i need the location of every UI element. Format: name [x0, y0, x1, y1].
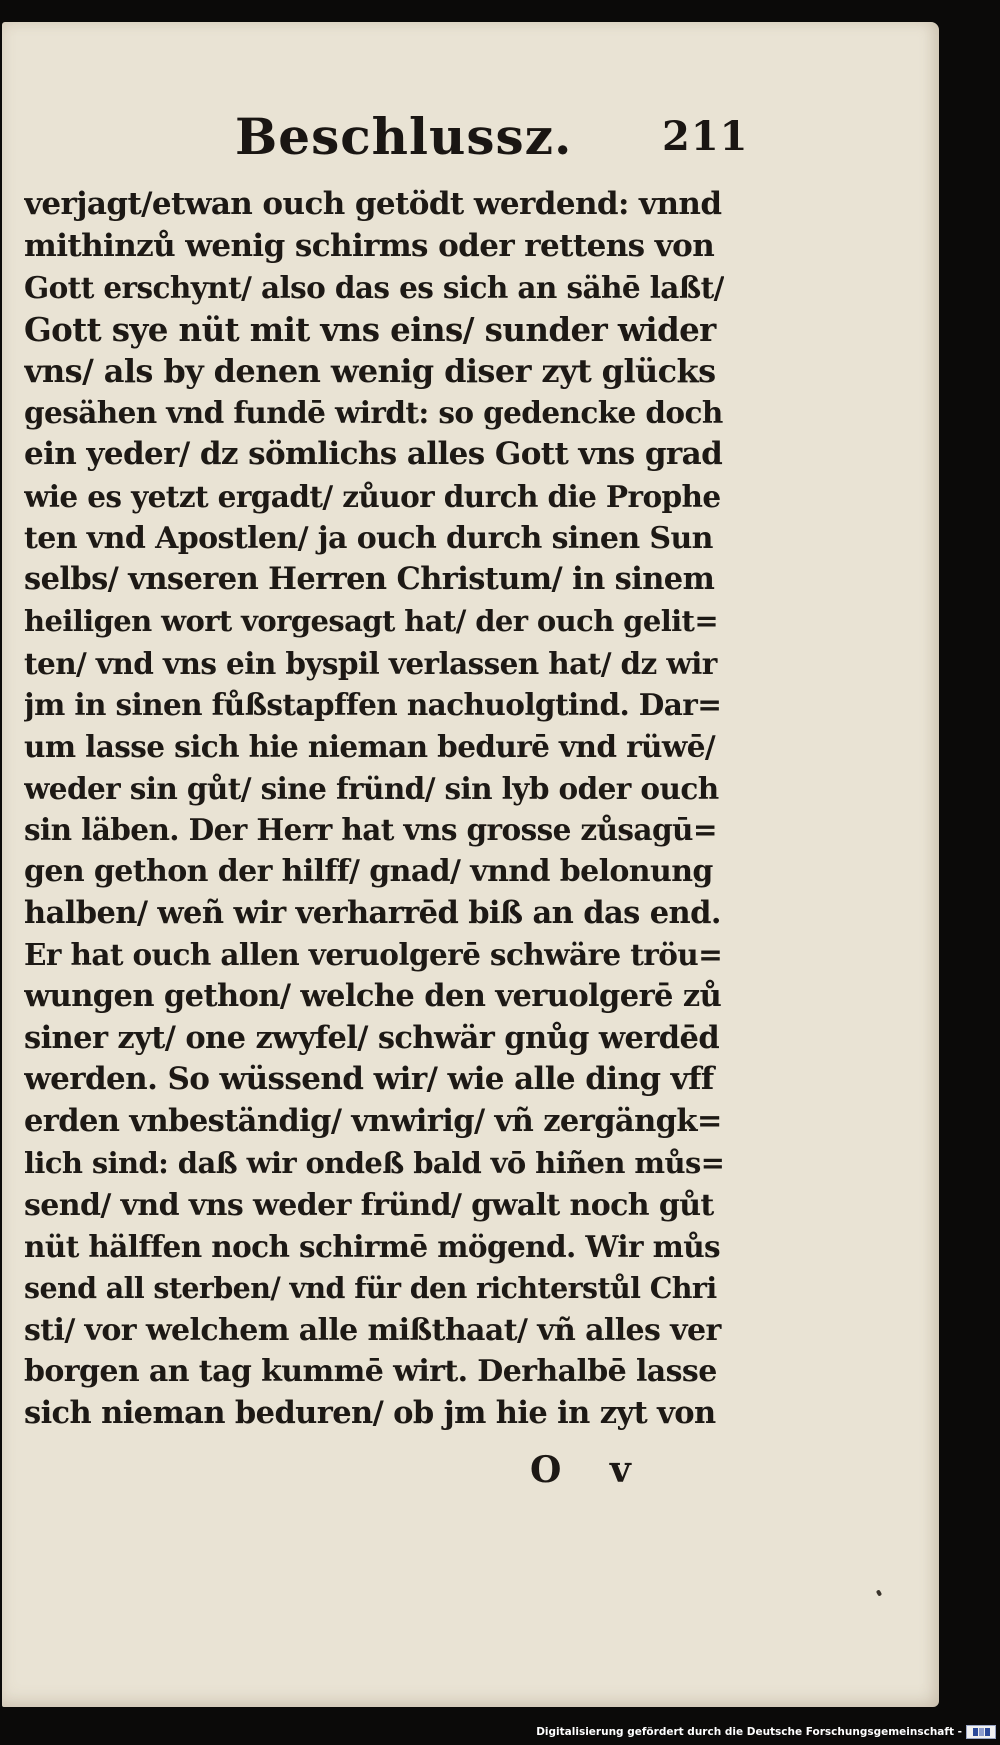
text-line: nüt hälffen noch schirmē mögend. Wir můs — [24, 1229, 721, 1265]
text-line: erden vnbeständig/ vnwirig/ vñ zergängk= — [24, 1103, 722, 1140]
text-line: weder sin gůt/ sine fründ/ sin lyb oder ouch — [24, 770, 719, 806]
text-line: werden. So wüssend wir/ wie alle ding vff — [24, 1061, 714, 1098]
footer — [536, 1723, 996, 1741]
text-line: Gott erschynt/ also das es sich an sähē laßt/ — [24, 270, 724, 306]
text-line: sich nieman beduren/ ob jm hie in zyt von — [24, 1394, 716, 1431]
text-line: gesähen vnd fundē wirdt: so gedencke doch — [24, 395, 723, 431]
text-line: send all sterben/ vnd für den richterstůl Chri — [24, 1270, 717, 1305]
text-line: sti/ vor welchem alle mißthaat/ vñ alles ver — [24, 1312, 721, 1348]
text-line: Gott sye nüt mit vns eins/ sunder wider — [24, 310, 716, 350]
text-line: siner zyt/ one zwyfel/ schwär gnůg werdēd — [24, 1019, 720, 1056]
text-line: gen gethon der hilff/ gnad/ vnnd belonung — [24, 854, 713, 889]
footer-attribution: Digitalisierung gefördert durch die Deutsche Forschungsgemeinschaft - — [536, 1726, 962, 1738]
text-line: selbs/ vnseren Herren Christum/ in sinem — [24, 561, 715, 598]
text-line: um lasse sich hie nieman bedurē vnd rüwē/ — [24, 728, 716, 764]
text-line: mithinzů wenig schirms oder rettens von — [24, 227, 715, 264]
text-line: vns/ als by denen wenig diser zyt glücks — [24, 351, 716, 390]
text-line: Er hat ouch allen veruolgerē schwäre tröu= — [24, 937, 723, 973]
catchword: O v — [530, 1449, 649, 1491]
dfg-logo-icon — [966, 1725, 996, 1739]
text-line: borgen an tag kummē wirt. Derhalbē lasse — [24, 1354, 717, 1390]
text-line: wie es yetzt ergadt/ zůuor durch die Prophe — [24, 478, 721, 514]
text-line: jm in sinen fůßstapffen nachuolgtind. Dar= — [24, 687, 722, 723]
text-block — [24, 184, 724, 1435]
text-line: ten vnd Apostlen/ ja ouch durch sinen Sun — [24, 520, 713, 556]
running-title: Beschlussz. — [235, 107, 573, 166]
text-line: ten/ vnd vns ein byspil verlassen hat/ dz wir — [24, 645, 717, 681]
ink-fleck — [876, 1589, 882, 1596]
book-page — [2, 22, 939, 1707]
text-line: verjagt/etwan ouch getödt werdend: vnnd — [24, 186, 722, 222]
text-line: wungen gethon/ welche den veruolgerē zů — [24, 978, 722, 1015]
text-line: lich sind: daß wir ondeß bald vō hiñen můs= — [24, 1145, 724, 1180]
page-header — [2, 107, 939, 177]
text-line: send/ vnd vns weder fründ/ gwalt noch gůt — [24, 1187, 714, 1223]
text-line: heiligen wort vorgesagt hat/ der ouch gelit= — [24, 603, 719, 638]
text-line: halben/ weñ wir verharrēd biß an das end. — [24, 894, 721, 931]
text-line: sin läben. Der Herr hat vns grosse zůsagū= — [24, 812, 717, 848]
text-line: ein yeder/ dz sömlichs alles Gott vns grad — [24, 436, 723, 473]
page-number: 211 — [662, 113, 749, 160]
